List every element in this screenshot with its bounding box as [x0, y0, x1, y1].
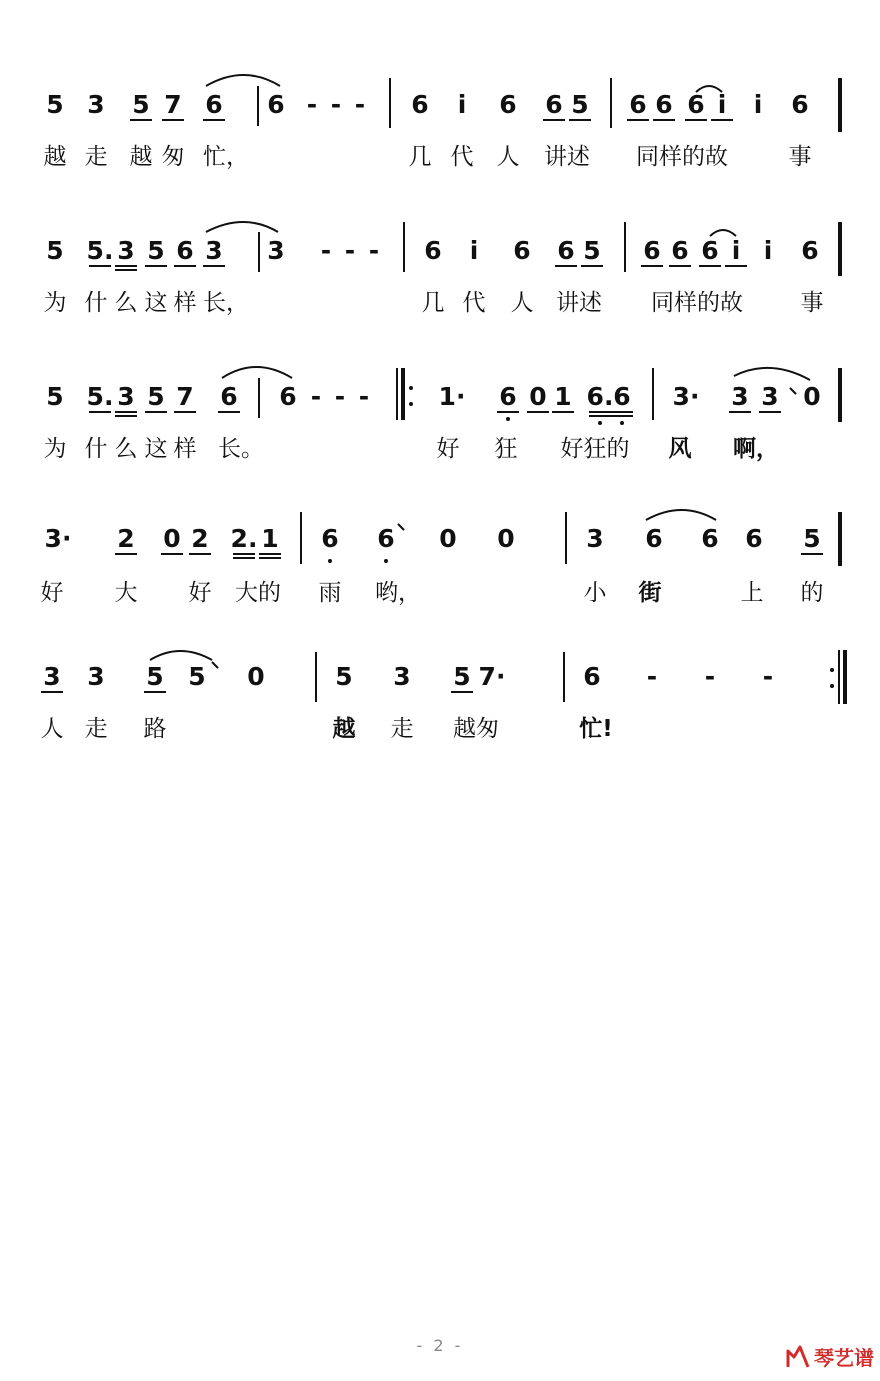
note: 0: [497, 524, 515, 553]
lyric: 雨: [318, 580, 342, 606]
lyric: 同样的故: [651, 290, 743, 316]
note: 3: [87, 662, 105, 691]
repeat-dot: [409, 386, 413, 390]
note: 5: [803, 524, 821, 553]
lyric: 为: [43, 436, 67, 462]
note: 5: [46, 382, 64, 411]
lyric: 忙!: [579, 716, 613, 742]
underline: [144, 691, 166, 693]
underline: [203, 265, 225, 267]
lyric: 越: [43, 144, 67, 170]
note: 6: [499, 90, 517, 119]
note: 6: [557, 236, 575, 265]
underline: [555, 265, 577, 267]
note: 6: [745, 524, 763, 553]
note: 6: [629, 90, 647, 119]
lyric: 走: [390, 716, 414, 742]
barline: [258, 232, 260, 272]
octave-dot: [328, 559, 332, 563]
double-underline: [115, 269, 137, 271]
underline: [801, 553, 823, 555]
end-barline: [838, 222, 842, 276]
underline: [552, 411, 574, 413]
note: 5: [583, 236, 601, 265]
note: 7: [176, 382, 194, 411]
note: 5.: [86, 382, 114, 411]
note: 3: [731, 382, 749, 411]
slur: [206, 75, 280, 86]
note: 1: [261, 524, 279, 553]
lyric: 同样的故: [636, 144, 728, 170]
lyric: 事: [788, 144, 812, 170]
note: 5: [188, 662, 206, 691]
note: 5: [453, 662, 471, 691]
underline: [725, 265, 747, 267]
note: 3: [761, 382, 779, 411]
note: 5: [571, 90, 589, 119]
note: 6: [613, 382, 631, 411]
barline: [403, 222, 405, 272]
note: i: [763, 236, 773, 265]
underline: [115, 265, 137, 267]
lyric: 匆: [161, 144, 185, 170]
note: 2: [117, 524, 135, 553]
lyric: 走: [84, 144, 108, 170]
note: 6: [513, 236, 531, 265]
note: -: [320, 236, 332, 265]
note: 6: [701, 236, 719, 265]
barline: [563, 652, 565, 702]
underline: [89, 265, 111, 267]
note: i: [457, 90, 467, 119]
note: 5: [146, 662, 164, 691]
lyric: 风: [668, 436, 692, 462]
underline: [527, 411, 549, 413]
lyric: 人: [510, 290, 534, 316]
underline: [699, 265, 721, 267]
underline: [611, 411, 633, 413]
note: 3: [117, 236, 135, 265]
underline: [145, 265, 167, 267]
note: 6: [220, 382, 238, 411]
note: 6: [176, 236, 194, 265]
note: i: [717, 90, 727, 119]
underline: [653, 119, 675, 121]
note: 6: [499, 382, 517, 411]
note: 6: [205, 90, 223, 119]
note: 3: [87, 90, 105, 119]
note: 3: [393, 662, 411, 691]
lyric: 好: [436, 436, 460, 462]
note: 6: [583, 662, 601, 691]
underline: [581, 265, 603, 267]
note: 5: [335, 662, 353, 691]
note: 5: [147, 382, 165, 411]
underline: [89, 411, 111, 413]
lyric: 代: [450, 144, 474, 170]
slur: [206, 222, 278, 232]
lyric: 哟，: [375, 580, 421, 606]
barline: [258, 378, 260, 418]
repeat-end-barline: [838, 650, 840, 704]
lyric: 什: [84, 436, 108, 462]
note: 6: [701, 524, 719, 553]
lyric: 越: [129, 144, 153, 170]
lyric: 什: [84, 290, 108, 316]
slur: [646, 510, 716, 520]
lyric: 这: [144, 436, 168, 462]
lyric: 这: [144, 290, 168, 316]
underline: [203, 119, 225, 121]
lyric: 狂: [494, 436, 518, 462]
underline: [130, 119, 152, 121]
end-barline: [838, 78, 842, 132]
lyric: 的: [800, 580, 824, 606]
barline: [565, 512, 567, 564]
repeat-dot: [830, 668, 834, 672]
note: -: [646, 662, 658, 691]
underline: [174, 265, 196, 267]
note: -: [354, 90, 366, 119]
note: -: [310, 382, 322, 411]
note: -: [344, 236, 356, 265]
logo-text: 琴艺谱: [814, 1346, 874, 1370]
note: 7: [164, 90, 182, 119]
lyric: 样: [173, 290, 197, 316]
lyric: 好: [40, 580, 64, 606]
lyric: 讲述: [556, 290, 602, 316]
underline: [569, 119, 591, 121]
lyric: 啊，: [733, 436, 779, 462]
lyric: 街: [638, 580, 662, 606]
barline: [610, 78, 612, 128]
double-underline: [611, 415, 633, 417]
note: 5: [147, 236, 165, 265]
note: 6: [801, 236, 819, 265]
note: 0: [247, 662, 265, 691]
note: 3: [586, 524, 604, 553]
barline: [389, 78, 391, 128]
note: 6: [645, 524, 663, 553]
double-underline: [115, 415, 137, 417]
lyric: 人: [40, 716, 64, 742]
repeat-end-barline: [843, 650, 847, 704]
barline: [624, 222, 626, 272]
lyric: 越匆: [453, 716, 499, 742]
underline: [218, 411, 240, 413]
note: 3: [117, 382, 135, 411]
note: 3·: [44, 524, 72, 553]
underline: [497, 411, 519, 413]
lyric: 好: [188, 580, 212, 606]
note: 6: [377, 524, 395, 553]
page-number: - 2 -: [416, 1336, 464, 1355]
tie-arrow: [398, 524, 404, 530]
slur: [150, 651, 212, 660]
underline: [451, 691, 473, 693]
end-barline: [838, 512, 842, 566]
note: 5.: [86, 236, 114, 265]
note: 5: [132, 90, 150, 119]
note: 6: [643, 236, 661, 265]
note: 0: [529, 382, 547, 411]
lyric: 长，: [203, 290, 249, 316]
lyric: 么: [114, 436, 138, 462]
tie-arrow: [790, 388, 796, 394]
underline: [669, 265, 691, 267]
note: 7·: [478, 662, 506, 691]
lyric: 大的: [235, 580, 281, 606]
underline: [627, 119, 649, 121]
underline: [711, 119, 733, 121]
lyric: 几: [408, 144, 432, 170]
slur: [734, 368, 810, 380]
barline: [652, 368, 654, 420]
underline: [115, 411, 137, 413]
underline: [41, 691, 63, 693]
note: 5: [46, 90, 64, 119]
barline: [257, 86, 259, 126]
note: i: [469, 236, 479, 265]
lyric: 讲述: [544, 144, 590, 170]
note: i: [731, 236, 741, 265]
note: i: [753, 90, 763, 119]
note: 6: [687, 90, 705, 119]
lyric: 人: [496, 144, 520, 170]
underline: [641, 265, 663, 267]
lyric: 样: [173, 436, 197, 462]
repeat-dot: [409, 402, 413, 406]
double-underline: [259, 557, 281, 559]
double-underline: [233, 557, 255, 559]
note: 2.: [230, 524, 258, 553]
lyric: 上: [740, 580, 764, 606]
underline: [145, 411, 167, 413]
lyric: 事: [800, 290, 824, 316]
note: -: [368, 236, 380, 265]
underline: [189, 553, 211, 555]
octave-dot: [598, 421, 602, 425]
note: -: [330, 90, 342, 119]
lyric: 几: [421, 290, 445, 316]
lyric: 好狂的: [560, 436, 630, 462]
slur: [222, 367, 292, 378]
note: 2: [191, 524, 209, 553]
tie-arrow: [212, 662, 218, 668]
underline: [174, 411, 196, 413]
note: 6: [545, 90, 563, 119]
note: -: [306, 90, 318, 119]
double-underline: [589, 415, 611, 417]
underline: [543, 119, 565, 121]
music-note-icon: [784, 1343, 812, 1371]
underline: [685, 119, 707, 121]
note: -: [358, 382, 370, 411]
lyric: 大: [114, 580, 138, 606]
note: 0: [163, 524, 181, 553]
underline: [162, 119, 184, 121]
lyric: 路: [143, 716, 167, 742]
underline: [759, 411, 781, 413]
underline: [259, 553, 281, 555]
note: -: [704, 662, 716, 691]
octave-dot: [620, 421, 624, 425]
note: 0: [439, 524, 457, 553]
note: 6: [267, 90, 285, 119]
note: -: [762, 662, 774, 691]
note: 5: [46, 236, 64, 265]
repeat-start-barline: [401, 368, 405, 420]
lyric: 么: [114, 290, 138, 316]
note: 6.: [586, 382, 614, 411]
note: 6: [655, 90, 673, 119]
note: 6: [321, 524, 339, 553]
lyric: 走: [84, 716, 108, 742]
lyric: 代: [462, 290, 486, 316]
underline: [729, 411, 751, 413]
lyric: 为: [43, 290, 67, 316]
note: 6: [411, 90, 429, 119]
lyric: 忙，: [203, 144, 249, 170]
lyric: 越: [332, 716, 356, 742]
note: 3: [205, 236, 223, 265]
note: 1: [554, 382, 572, 411]
note: 6: [424, 236, 442, 265]
barline: [300, 512, 302, 564]
octave-dot: [384, 559, 388, 563]
underline: [233, 553, 255, 555]
note: 6: [671, 236, 689, 265]
lyric: 长。: [218, 436, 264, 462]
end-barline: [838, 368, 842, 422]
site-logo: [784, 1342, 874, 1371]
note: 6: [791, 90, 809, 119]
note: 0: [803, 382, 821, 411]
note: 3·: [672, 382, 700, 411]
note: 3: [43, 662, 61, 691]
underline: [115, 553, 137, 555]
octave-dot: [506, 417, 510, 421]
underline: [161, 553, 183, 555]
note: 3: [267, 236, 285, 265]
barline: [315, 652, 317, 702]
repeat-dot: [830, 684, 834, 688]
repeat-start-barline: [396, 368, 398, 420]
note: -: [334, 382, 346, 411]
underline: [589, 411, 611, 413]
note: 1·: [438, 382, 466, 411]
lyric: 小: [583, 580, 607, 606]
note: 6: [279, 382, 297, 411]
